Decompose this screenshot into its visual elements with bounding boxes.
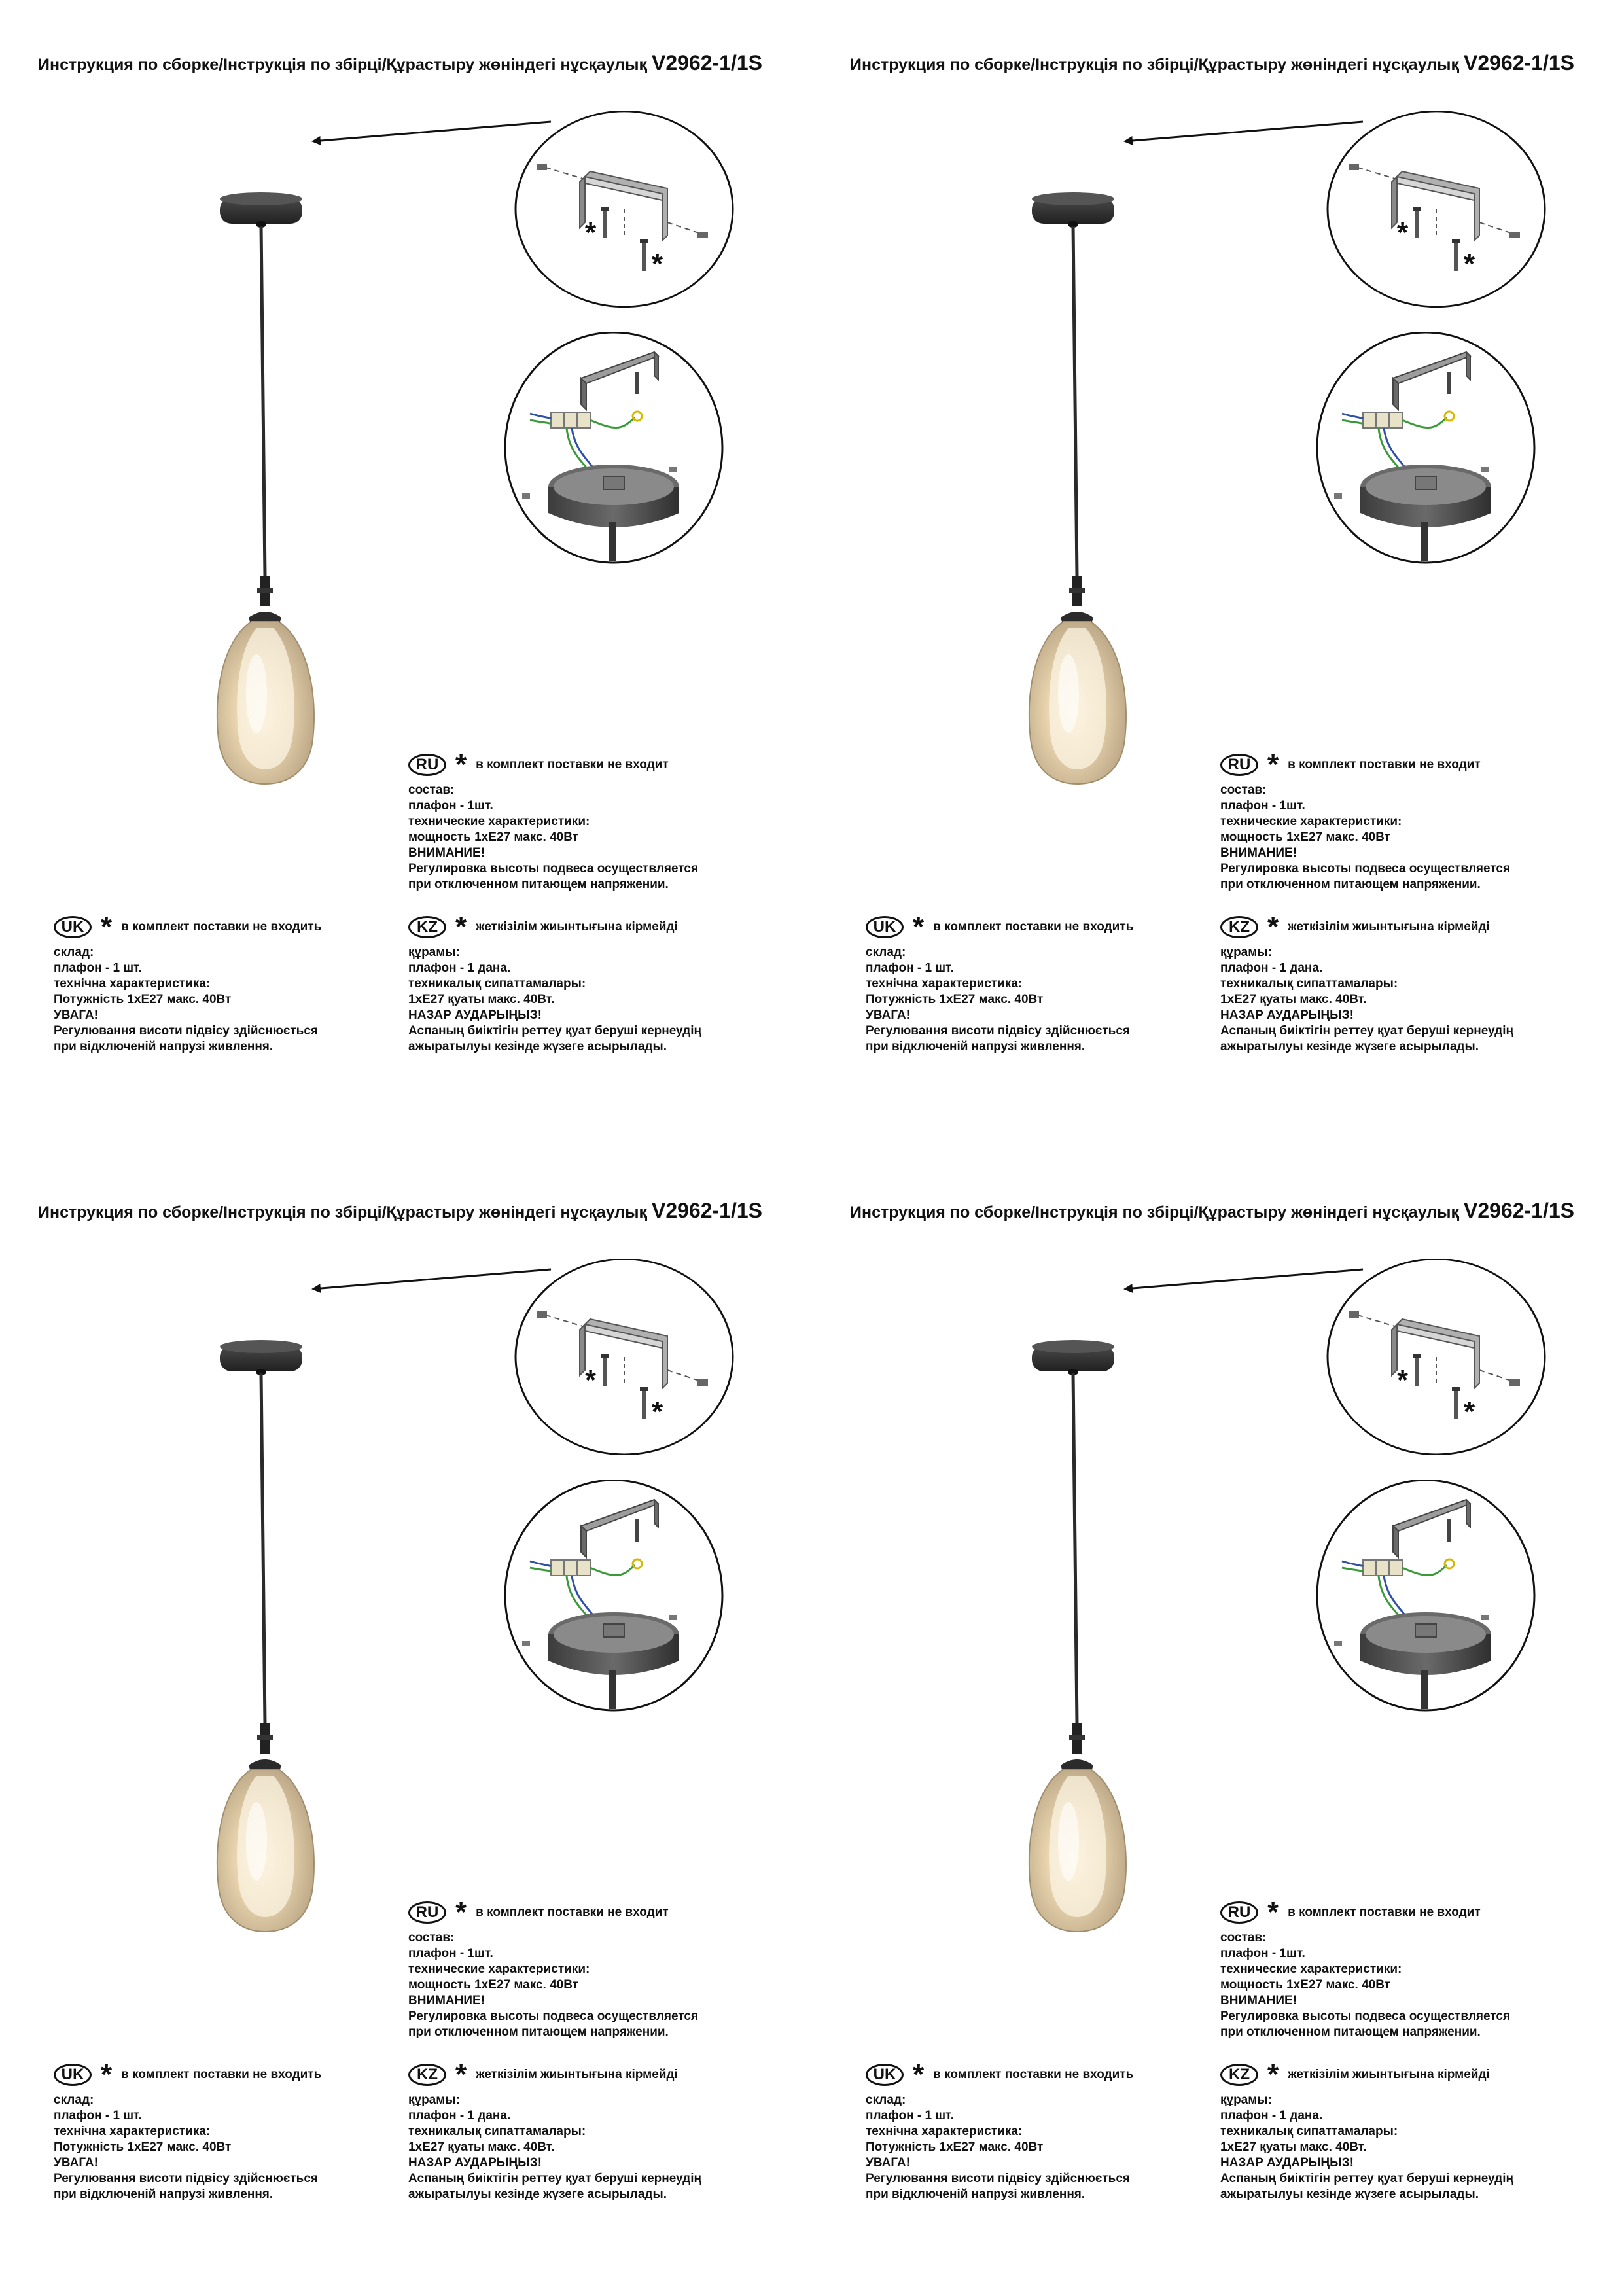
glass-shade <box>1029 1769 1126 1932</box>
lamp-socket <box>1061 1723 1093 1773</box>
ru-warning-label: ВНИМАНИЕ! <box>408 1994 485 2007</box>
kz-badge: KZ <box>408 2064 446 2086</box>
ru-warning-line2: при отключенном питающем напряжении. <box>408 2025 669 2039</box>
terminal-block <box>551 412 590 428</box>
uk-composition-value: плафон - 1 шт. <box>54 961 143 975</box>
ru-warning-line1: Регулировка высоты подвеса осуществляется <box>408 2009 699 2023</box>
kz-section <box>1220 911 1513 1055</box>
detail-wiring <box>504 1480 726 1716</box>
kz-composition-label: құрамы: <box>1220 2093 1272 2107</box>
uk-warning-label: УВАГА! <box>54 2156 98 2170</box>
terminal-block <box>1363 412 1402 428</box>
kz-warning-line2: ажыратылуы кезінде жүзеге асырылады. <box>1220 2187 1479 2201</box>
ru-composition-label: состав: <box>408 1931 455 1945</box>
asterisk-icon: * <box>1267 1896 1279 1928</box>
ru-section <box>408 1896 699 2040</box>
glass-shade <box>1029 622 1126 784</box>
glass-shade <box>217 1769 314 1932</box>
model-number: V2962-1/1S <box>651 51 762 75</box>
kz-composition-label: құрамы: <box>408 2093 460 2107</box>
uk-warning-line1: Регулювання висоти підвісу здійснюється <box>54 1024 318 1038</box>
ru-badge: RU <box>408 1901 446 1924</box>
uk-specs-value: Потужність 1хЕ27 макс. 40Вт <box>54 993 232 1006</box>
kz-specs-label: техникалық сипаттамалары: <box>1220 2125 1398 2138</box>
kz-warning-label: НАЗАР АУДАРЫҢЫЗ! <box>408 1008 542 1022</box>
suspension-cable <box>1073 1373 1077 1723</box>
asterisk-right: * <box>652 1396 663 1428</box>
uk-warning-line2: при відключеній напрузі живлення. <box>866 2187 1086 2201</box>
detail-wiring <box>504 332 726 568</box>
ru-composition-label: состав: <box>1220 1931 1267 1945</box>
ru-composition-value: плафон - 1шт. <box>408 799 493 813</box>
ru-specs-label: технические характеристики: <box>408 815 590 828</box>
uk-composition-value: плафон - 1 шт. <box>54 2109 143 2123</box>
kz-warning-label: НАЗАР АУДАРЫҢЫЗ! <box>408 2156 542 2170</box>
terminal-block <box>551 1560 590 1576</box>
kz-not-included: жеткізілім жиынтығына кірмейді <box>1288 2068 1490 2081</box>
uk-section <box>866 911 1134 1055</box>
uk-warning-line2: при відключеній напрузі живлення. <box>54 1040 274 1053</box>
uk-badge: UK <box>866 2064 904 2086</box>
suspension-cable <box>261 1373 265 1723</box>
ru-specs-label: технические характеристики: <box>408 1962 590 1976</box>
kz-badge: KZ <box>1220 2064 1258 2086</box>
instruction-panel-1 <box>0 0 812 1148</box>
kz-not-included: жеткізілім жиынтығына кірмейді <box>476 920 678 934</box>
kz-specs-label: техникалық сипаттамалары: <box>408 2125 586 2138</box>
uk-not-included: в комплект поставки не входить <box>933 920 1134 934</box>
instruction-panel-4 <box>812 1148 1624 2295</box>
ru-composition-label: состав: <box>408 783 455 797</box>
kz-specs-label: техникалық сипаттамалары: <box>1220 977 1398 991</box>
suspension-cable <box>1073 226 1077 576</box>
ru-not-included: в комплект поставки не входит <box>476 758 669 771</box>
asterisk-left: * <box>1397 217 1409 249</box>
uk-specs-value: Потужність 1хЕ27 макс. 40Вт <box>866 993 1044 1006</box>
ru-warning-label: ВНИМАНИЕ! <box>1220 1994 1297 2007</box>
kz-section <box>1220 2058 1513 2202</box>
ru-warning-label: ВНИМАНИЕ! <box>408 846 485 860</box>
glass-shade <box>217 622 314 784</box>
uk-specs-value: Потужність 1хЕ27 макс. 40Вт <box>54 2140 232 2154</box>
uk-section <box>54 911 322 1055</box>
ceiling-canopy <box>1032 1340 1114 1375</box>
ru-composition-label: состав: <box>1220 783 1267 797</box>
asterisk-icon: * <box>455 1896 467 1928</box>
ru-section <box>1220 749 1511 892</box>
kz-composition-value: плафон - 1 дана. <box>1220 2109 1323 2123</box>
uk-section <box>54 2058 322 2202</box>
uk-warning-line2: при відключеній напрузі живлення. <box>866 1040 1086 1053</box>
kz-warning-line1: Аспаның биіктігін реттеу қуат беруші кернеудің <box>408 1024 701 1038</box>
uk-warning-label: УВАГА! <box>866 2156 910 2170</box>
uk-specs-label: технічна характеристика: <box>54 977 211 991</box>
ru-warning-line2: при отключенном питающем напряжении. <box>1220 877 1481 891</box>
kz-warning-line2: ажыратылуы кезінде жүзеге асырылады. <box>408 1040 667 1053</box>
detail-wiring <box>1316 332 1538 568</box>
ceiling-canopy <box>220 192 302 228</box>
ru-not-included: в комплект поставки не входит <box>476 1905 669 1919</box>
instruction-panel-3 <box>0 1148 812 2295</box>
asterisk-left: * <box>1397 1364 1409 1396</box>
terminal-block <box>1363 1560 1402 1576</box>
ceiling-canopy <box>1032 192 1114 228</box>
kz-badge: KZ <box>1220 916 1258 938</box>
uk-not-included: в комплект поставки не входить <box>121 2068 322 2081</box>
asterisk-icon: * <box>913 2058 925 2091</box>
uk-badge: UK <box>54 916 92 938</box>
kz-composition-value: плафон - 1 дана. <box>408 961 511 975</box>
kz-not-included: жеткізілім жиынтығына кірмейді <box>476 2068 678 2081</box>
lamp-socket <box>1061 576 1093 626</box>
asterisk-right: * <box>652 248 663 280</box>
instruction-panel-2 <box>812 0 1624 1148</box>
uk-not-included: в комплект поставки не входить <box>933 2068 1134 2081</box>
asterisk-icon: * <box>101 2058 113 2091</box>
uk-warning-line1: Регулювання висоти підвісу здійснюється <box>54 2172 318 2185</box>
kz-specs-label: техникалық сипаттамалары: <box>408 977 586 991</box>
suspension-cable <box>261 226 265 576</box>
title-text: Инструкция по сборке/Інструкція по збірці/Құрастыру жөніндегі нұсқаулық <box>850 56 1460 74</box>
model-number: V2962-1/1S <box>651 1199 762 1222</box>
kz-composition-value: плафон - 1 дана. <box>1220 961 1323 975</box>
uk-specs-label: технічна характеристика: <box>54 2125 211 2138</box>
ru-not-included: в комплект поставки не входит <box>1288 758 1481 771</box>
kz-badge: KZ <box>408 916 446 938</box>
uk-badge: UK <box>54 2064 92 2086</box>
asterisk-icon: * <box>455 2058 467 2091</box>
ru-badge: RU <box>1220 754 1258 776</box>
uk-composition-label: склад: <box>54 945 94 959</box>
title-text: Инструкция по сборке/Інструкція по збірці/Құрастыру жөніндегі нұсқаулық <box>850 1203 1460 1222</box>
uk-warning-label: УВАГА! <box>866 1008 910 1022</box>
kz-composition-label: құрамы: <box>1220 945 1272 959</box>
ru-specs-value: мощность 1хЕ27 макс. 40Вт <box>408 1978 578 1992</box>
uk-specs-label: технічна характеристика: <box>866 2125 1023 2138</box>
ru-specs-value: мощность 1хЕ27 макс. 40Вт <box>1220 1978 1390 1992</box>
kz-section <box>408 2058 701 2202</box>
kz-composition-label: құрамы: <box>408 945 460 959</box>
uk-not-included: в комплект поставки не входить <box>121 920 322 934</box>
ru-warning-line2: при отключенном питающем напряжении. <box>1220 2025 1481 2039</box>
asterisk-right: * <box>1464 1396 1475 1428</box>
detail-bracket-screws <box>513 111 735 308</box>
model-number: V2962-1/1S <box>1463 1199 1574 1222</box>
asterisk-left: * <box>585 217 597 249</box>
kz-composition-value: плафон - 1 дана. <box>408 2109 511 2123</box>
ceiling-canopy <box>220 1340 302 1375</box>
kz-specs-value: 1хЕ27 қуаты макс. 40Вт. <box>1220 2140 1367 2154</box>
model-number: V2962-1/1S <box>1463 51 1574 75</box>
ru-badge: RU <box>1220 1901 1258 1924</box>
uk-composition-label: склад: <box>866 2093 906 2107</box>
ru-composition-value: плафон - 1шт. <box>1220 799 1305 813</box>
asterisk-right: * <box>1464 248 1475 280</box>
ru-not-included: в комплект поставки не входит <box>1288 1905 1481 1919</box>
uk-composition-value: плафон - 1 шт. <box>866 961 955 975</box>
ru-warning-line1: Регулировка высоты подвеса осуществляется <box>1220 2009 1511 2023</box>
ru-badge: RU <box>408 754 446 776</box>
kz-warning-line2: ажыратылуы кезінде жүзеге асырылады. <box>1220 1040 1479 1053</box>
title-text: Инструкция по сборке/Інструкція по збірці/Құрастыру жөніндегі нұсқаулық <box>38 56 648 74</box>
kz-specs-value: 1хЕ27 қуаты макс. 40Вт. <box>408 993 555 1006</box>
title-text: Инструкция по сборке/Інструкція по збірці/Құрастыру жөніндегі нұсқаулық <box>38 1203 648 1222</box>
kz-not-included: жеткізілім жиынтығына кірмейді <box>1288 920 1490 934</box>
ru-warning-line1: Регулировка высоты подвеса осуществляется <box>408 862 699 875</box>
kz-warning-line1: Аспаның биіктігін реттеу қуат беруші кернеудің <box>1220 2172 1513 2185</box>
ru-warning-line1: Регулировка высоты подвеса осуществляется <box>1220 862 1511 875</box>
ru-warning-label: ВНИМАНИЕ! <box>1220 846 1297 860</box>
uk-specs-value: Потужність 1хЕ27 макс. 40Вт <box>866 2140 1044 2154</box>
kz-warning-line1: Аспаның биіктігін реттеу қуат беруші кернеудің <box>408 2172 701 2185</box>
lamp-socket <box>249 1723 281 1773</box>
asterisk-icon: * <box>1267 911 1279 943</box>
ru-warning-line2: при отключенном питающем напряжении. <box>408 877 669 891</box>
kz-section <box>408 911 701 1055</box>
uk-section <box>866 2058 1134 2202</box>
kz-specs-value: 1хЕ27 қуаты макс. 40Вт. <box>408 2140 555 2154</box>
asterisk-icon: * <box>101 911 113 943</box>
asterisk-icon: * <box>1267 2058 1279 2091</box>
kz-warning-line2: ажыратылуы кезінде жүзеге асырылады. <box>408 2187 667 2201</box>
uk-warning-line1: Регулювання висоти підвісу здійснюється <box>866 1024 1130 1038</box>
detail-bracket-screws <box>513 1259 735 1455</box>
lamp-socket <box>249 576 281 626</box>
asterisk-icon: * <box>1267 749 1279 781</box>
uk-warning-line1: Регулювання висоти підвісу здійснюється <box>866 2172 1130 2185</box>
ru-specs-label: технические характеристики: <box>1220 815 1402 828</box>
asterisk-icon: * <box>913 911 925 943</box>
kz-warning-label: НАЗАР АУДАРЫҢЫЗ! <box>1220 2156 1354 2170</box>
uk-composition-value: плафон - 1 шт. <box>866 2109 955 2123</box>
ru-section <box>1220 1896 1511 2040</box>
kz-specs-value: 1хЕ27 қуаты макс. 40Вт. <box>1220 993 1367 1006</box>
uk-warning-label: УВАГА! <box>54 1008 98 1022</box>
detail-bracket-screws <box>1325 1259 1547 1455</box>
asterisk-left: * <box>585 1364 597 1396</box>
uk-composition-label: склад: <box>54 2093 94 2107</box>
ru-section <box>408 749 699 892</box>
ru-specs-value: мощность 1хЕ27 макс. 40Вт <box>408 830 578 844</box>
uk-composition-label: склад: <box>866 945 906 959</box>
ru-specs-value: мощность 1хЕ27 макс. 40Вт <box>1220 830 1390 844</box>
uk-badge: UK <box>866 916 904 938</box>
kz-warning-line1: Аспаның биіктігін реттеу қуат беруші кернеудің <box>1220 1024 1513 1038</box>
uk-warning-line2: при відключеній напрузі живлення. <box>54 2187 274 2201</box>
asterisk-icon: * <box>455 911 467 943</box>
detail-wiring <box>1316 1480 1538 1716</box>
ru-specs-label: технические характеристики: <box>1220 1962 1402 1976</box>
asterisk-icon: * <box>455 749 467 781</box>
uk-specs-label: технічна характеристика: <box>866 977 1023 991</box>
ru-composition-value: плафон - 1шт. <box>408 1947 493 1960</box>
kz-warning-label: НАЗАР АУДАРЫҢЫЗ! <box>1220 1008 1354 1022</box>
detail-bracket-screws <box>1325 111 1547 308</box>
ru-composition-value: плафон - 1шт. <box>1220 1947 1305 1960</box>
